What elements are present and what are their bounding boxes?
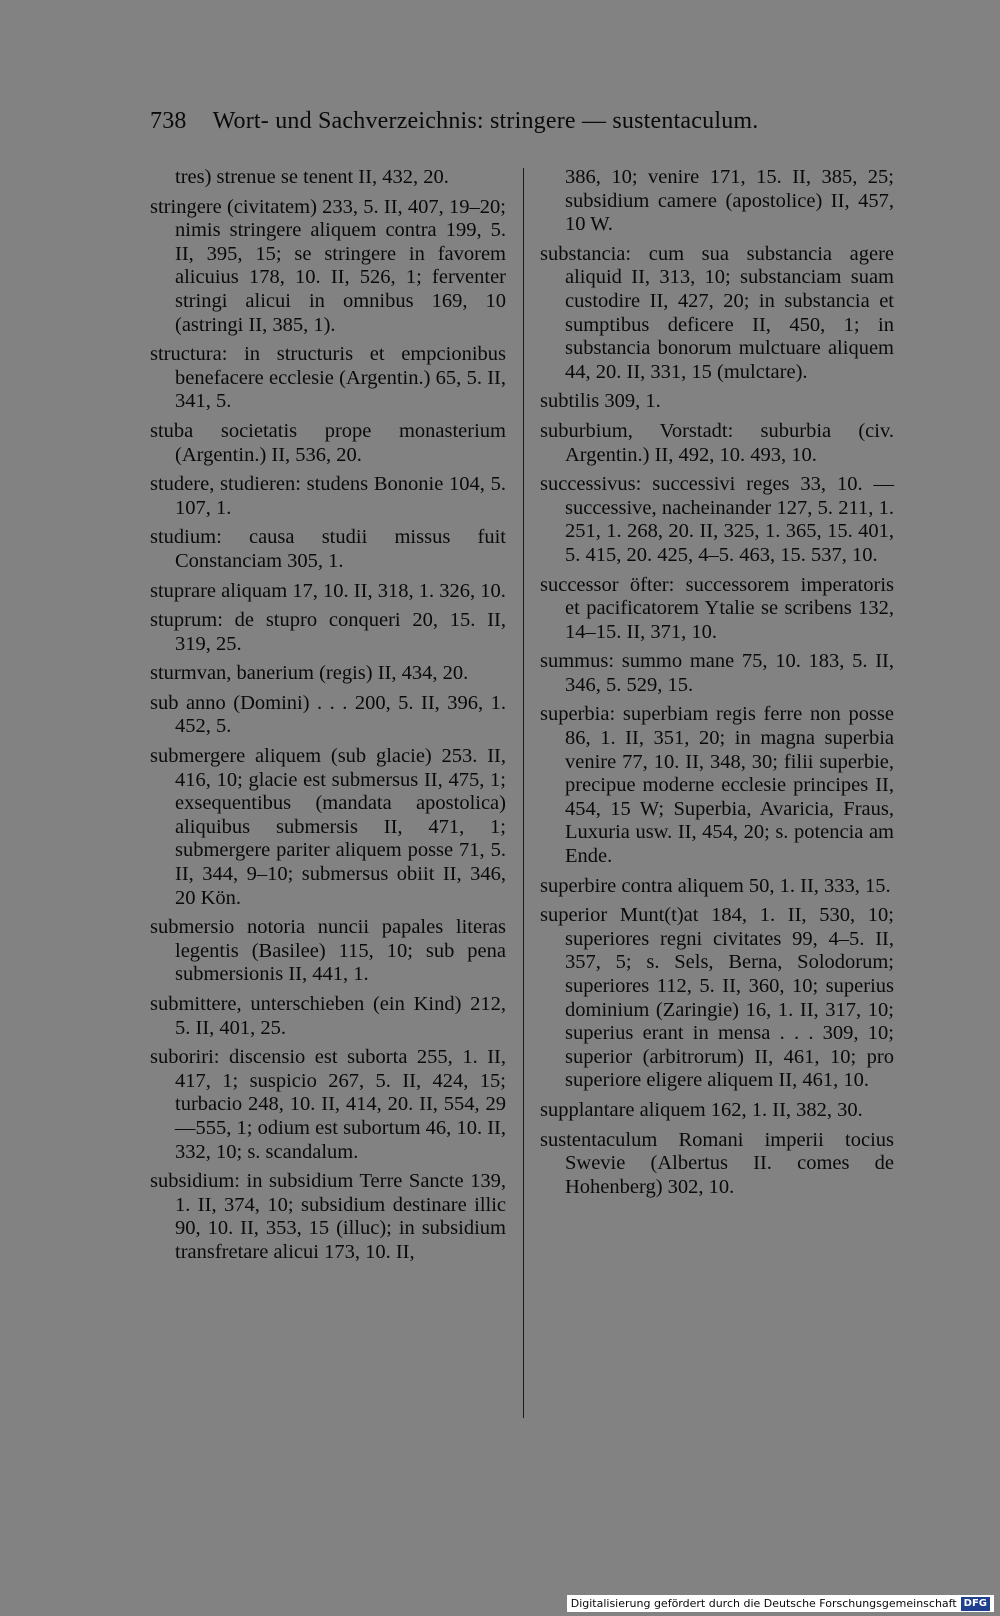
- index-entry: stuprare aliquam 17, 10. II, 318, 1. 326, 10.: [150, 579, 506, 602]
- index-entry: stringere (civitatem) 233, 5. II, 407, 19–20; nimis stringere aliquem contra 199, 5. II, 395, 15; se stringere in favorem alicuius 178, 10. II, 526, 1; ferventer stringi alicui in omnibus 169, 10 (astringi II, 385, 1).: [150, 195, 506, 336]
- right-column: [540, 166, 894, 1205]
- index-entry: submittere, unterschieben (ein Kind) 212, 5. II, 401, 25.: [150, 993, 506, 1039]
- index-entry: supplantare aliquem 162, 1. II, 382, 30.: [540, 1098, 863, 1121]
- footer-text: Digitalisierung gefördert durch die Deutsche Forschungsgemeinschaft: [570, 1597, 957, 1610]
- page-number: 738: [150, 108, 187, 134]
- index-entry: studium: causa studii missus fuit Constanciam 305, 1.: [150, 526, 506, 572]
- index-entry: subsidium: in subsidium Terre Sancte 139, 1. II, 374, 10; subsidium destinare illic 90, 10. II, 353, 15 (illuc); in subsidium transfretare alicui 173, 10. II,: [150, 1170, 506, 1263]
- footer-credit: [567, 1595, 994, 1612]
- index-entry: superbia: superbiam regis ferre non posse 86, 1. II, 351, 20; in magna superbia venire 77, 10. II, 348, 30; filii superbie, precipue moderne ecclesie principes II, 454, 15 W; Superbia, Avaricia, Fraus, Luxuria usw. II, 454, 20; s. potencia am Ende.: [540, 703, 894, 868]
- index-entry: successor öfter: successorem imperatoris et pacificatorem Ytalie se scribens 132, 14–15. II, 371, 10.: [540, 573, 894, 643]
- index-entry: sub anno (Domini) . . . 200, 5. II, 396, 1. 452, 5.: [150, 691, 506, 738]
- index-entry: suburbium, Vorstadt: suburbia (civ. Argentin.) II, 492, 10. 493, 10.: [540, 419, 894, 466]
- index-entry: sustentaculum Romani imperii tocius Swevie (Albertus II. comes de Hohenberg) 302, 10.: [540, 1128, 894, 1198]
- index-entry: submersio notoria nuncii papales literas legentis (Basilee) 115, 10; sub pena submersionis II, 441, 1.: [150, 916, 506, 986]
- left-column: [150, 166, 506, 1271]
- index-entry: substancia: cum sua substancia agere aliquid II, 313, 10; substanciam suam custodire II, 427, 20; in substancia et sumptibus deficere II, 450, 1; in substancia bonorum mulctuare aliquem 44, 20. II, 331, 15 (mulctare).: [540, 242, 894, 383]
- column-divider: [523, 168, 524, 1418]
- index-entry: subtilis 309, 1.: [540, 390, 661, 413]
- index-entry: successivus: successivi reges 33, 10. — successive, nacheinander 127, 5. 211, 1. 251, 1. 268, 20. II, 325, 1. 365, 15. 401, 5. 415, 20. 425, 4–5. 463, 15. 537, 10.: [540, 473, 894, 566]
- index-entry: structura: in structuris et empcionibus benefacere ecclesie (Argentin.) 65, 5. II, 341, 5.: [150, 343, 506, 413]
- index-entry: 386, 10; venire 171, 15. II, 385, 25; subsidium camere (apostolice) II, 457, 10 W.: [565, 166, 894, 236]
- index-entry: suboriri: discensio est suborta 255, 1. II, 417, 1; suspicio 267, 5. II, 424, 15; turbacio 248, 10. II, 414, 20. II, 554, 29—555, 1; odium est subortum 46, 10. II, 332, 10; s. scandalum.: [150, 1046, 506, 1163]
- index-entry: stuprum: de stupro conqueri 20, 15. II, 319, 25.: [150, 609, 506, 655]
- index-entry: submergere aliquem (sub glacie) 253. II, 416, 10; glacie est submersus II, 475, 1; exsequentibus (mandata apostolica) aliquibus submersis II, 471, 1; submergere pariter aliquem posse 71, 5. II, 344, 9–10; submersus obiit II, 346, 20 Kön.: [150, 745, 506, 909]
- index-entry: superbire contra aliquem 50, 1. II, 333, 15.: [540, 874, 891, 897]
- index-entry: superior Munt(t)at 184, 1. II, 530, 10; superiores regni civitates 99, 4–5. II, 357, 5; s. Sels, Berna, Solodorum; superiores 112, 5. II, 360, 10; superius dominium (Zaringie) 16, 1. II, 317, 10; superius erant in mensa . . . 309, 10; superior (arbitrorum) II, 461, 10; pro superiore eligere aliquem II, 461, 10.: [540, 904, 894, 1092]
- index-entry: stuba societatis prope monasterium (Argentin.) II, 536, 20.: [150, 419, 506, 466]
- running-title: Wort- und Sachverzeichnis: stringere — sustentaculum.: [212, 108, 759, 134]
- dfg-logo: DFG: [961, 1597, 990, 1611]
- index-entry: studere, studieren: studens Bononie 104, 5. 107, 1.: [150, 473, 506, 519]
- page-header: [150, 108, 870, 135]
- index-entry: summus: summo mane 75, 10. 183, 5. II, 346, 5. 529, 15.: [540, 650, 894, 696]
- index-entry: tres) strenue se tenent II, 432, 20.: [175, 166, 449, 188]
- index-entry: sturmvan, banerium (regis) II, 434, 20.: [150, 662, 469, 685]
